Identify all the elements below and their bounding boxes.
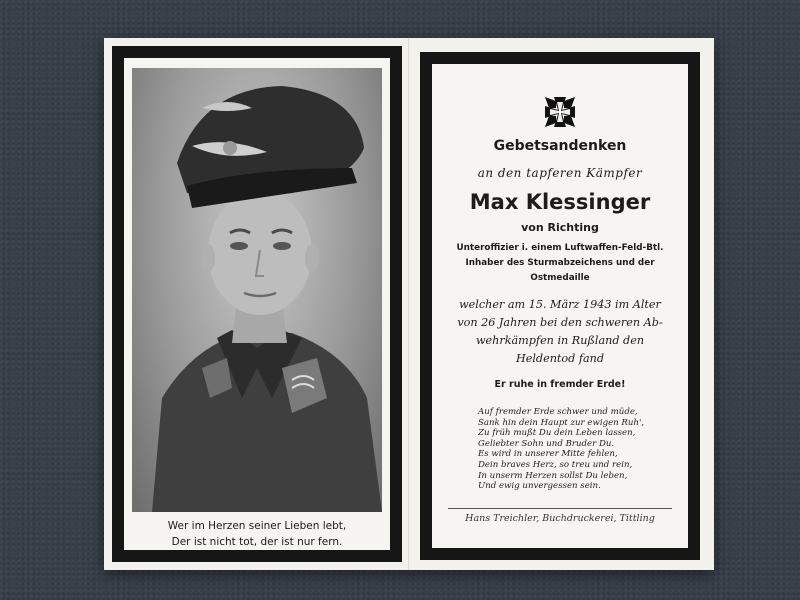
card-subheading: an den tapferen Kämpfer <box>477 166 643 180</box>
poem-line: Sank hin dein Haupt zur ewigen Ruh', <box>478 417 645 428</box>
death-details <box>448 296 672 368</box>
caption-line: Der ist nicht tot, der ist nur fern. <box>171 536 343 548</box>
origin-place: von Richting <box>521 221 599 234</box>
poem-line: Es wird in unserer Mitte fehlen, <box>478 449 618 460</box>
card-fold <box>408 38 410 570</box>
poem-line: Und ewig unvergessen sein. <box>478 481 601 492</box>
rank-line: Unteroffizier i. einem Luftwaffen-Feld-Btl. <box>456 243 664 253</box>
poem-line: Auf fremder Erde schwer und müde, <box>478 407 638 417</box>
rank-line: Inhaber des Sturmabzeichens und der <box>465 258 655 268</box>
deceased-name: Max Klessinger <box>469 190 651 214</box>
poem-line: Geliebter Sohn und Bruder Du. <box>478 438 615 449</box>
poem-line: Dein braves Herz, so treu und rein, <box>478 459 633 470</box>
bio-line: wehrkämpfen in Rußland den <box>475 334 645 347</box>
rest-in-peace-line: Er ruhe in fremder Erde! <box>494 379 626 390</box>
bio-line: Heldentod fand <box>515 352 605 365</box>
soldier-portrait-photo <box>132 68 382 512</box>
poem-line: In unserm Herzen sollst Du leben, <box>478 470 628 481</box>
printer-credit: Hans Treichler, Buchdruckerei, Tittling <box>465 513 655 524</box>
iron-cross-icon <box>541 93 579 131</box>
poem-line: Zu früh mußt Du dein Leben lassen, <box>478 428 636 439</box>
bio-line: welcher am 15. März 1943 im Alter <box>459 298 661 311</box>
card-heading: Gebetsandenken <box>493 138 627 154</box>
rank-line: Ostmedaille <box>530 273 590 283</box>
caption-line: Wer im Herzen seiner Lieben lebt, <box>167 520 347 532</box>
portrait-caption <box>132 518 382 550</box>
bio-line: von 26 Jahren bei den schweren Ab- <box>457 316 663 329</box>
printer-divider <box>448 508 672 509</box>
rank-description <box>432 241 688 286</box>
memorial-poem <box>478 407 678 492</box>
